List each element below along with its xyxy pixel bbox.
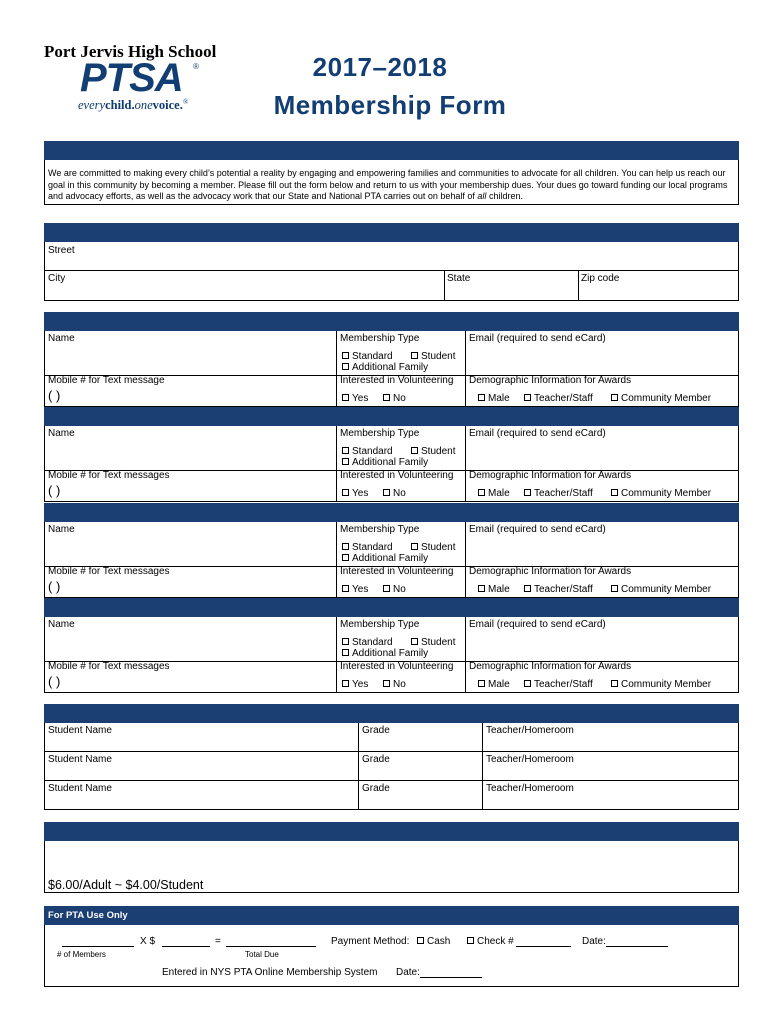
membership-type-label: Membership Type [340,524,420,535]
male-checkbox[interactable] [478,679,510,690]
standard-checkbox[interactable] [342,637,393,648]
standard-checkbox-box[interactable] [342,638,349,645]
student-grade-field[interactable]: Grade [362,783,390,794]
member-mobile-field[interactable]: ( ) [48,483,61,498]
student-label: Student [421,351,456,362]
male-label: Male [488,679,510,690]
member-block [44,426,739,502]
member-mobile-field[interactable]: ( ) [48,388,61,403]
member-vline-2 [465,426,466,501]
check-label: Check # [477,936,514,947]
male-checkbox-box[interactable] [478,394,485,401]
teacher-staff-checkbox-box[interactable] [524,489,531,496]
student-name-field[interactable]: Student Name [48,725,112,736]
male-checkbox-box[interactable] [478,680,485,687]
member-name-field[interactable]: Name [48,524,75,535]
tagline-one: one [134,98,153,113]
teacher-staff-checkbox[interactable] [524,584,593,595]
student-teacher-field[interactable]: Teacher/Homeroom [486,725,574,736]
dollar-amount-line[interactable] [162,936,210,947]
address-section [44,242,739,301]
demographic-label: Demographic Information for Awards [469,375,632,386]
member-email-field[interactable]: Email (required to send eCard) [469,619,606,630]
address-header-bar [44,223,739,242]
volunteer-no-checkbox[interactable] [383,584,406,595]
pta-use-section [44,925,739,987]
volunteer-no-checkbox-box[interactable] [383,585,390,592]
member-mobile-field[interactable]: ( ) [48,579,61,594]
ptsa-reg-mark: ® [193,62,199,71]
volunteer-yes-checkbox[interactable] [342,393,368,404]
equals-sign: = [215,936,221,947]
teacher-staff-checkbox-box[interactable] [524,394,531,401]
entered-date-field[interactable] [396,967,482,978]
volunteer-no-checkbox-box[interactable] [383,489,390,496]
volunteer-no-checkbox[interactable] [383,393,406,404]
student-label: Student [421,637,456,648]
volunteer-yes-checkbox-box[interactable] [342,585,349,592]
male-label: Male [488,584,510,595]
member-mobile-label: Mobile # for Text messages [48,566,170,577]
volunteering-label: Interested in Volunteering [340,470,454,481]
student-teacher-field[interactable]: Teacher/Homeroom [486,783,574,794]
additional-family-checkbox-box[interactable] [342,554,349,561]
male-checkbox-box[interactable] [478,585,485,592]
teacher-staff-checkbox-box[interactable] [524,680,531,687]
teacher-staff-checkbox[interactable] [524,679,593,690]
additional-family-checkbox-box[interactable] [342,458,349,465]
standard-checkbox[interactable] [342,351,393,362]
member-vline-1 [336,331,337,406]
additional-family-checkbox[interactable] [342,648,428,659]
intro-text [44,160,739,205]
teacher-staff-label: Teacher/Staff [534,679,593,690]
ptsa-logo-text: PTSA [80,56,183,100]
students-section [44,723,739,810]
male-label: Male [488,488,510,499]
member-header-bar [44,407,739,426]
standard-label: Standard [352,542,393,553]
member-mobile-label: Mobile # for Text messages [48,470,170,481]
cash-label: Cash [427,936,451,947]
member-vline-2 [465,617,466,692]
volunteer-no-label: No [393,488,406,499]
additional-family-checkbox-box[interactable] [342,363,349,370]
student-checkbox-box[interactable] [411,638,418,645]
volunteer-yes-checkbox-box[interactable] [342,680,349,687]
teacher-staff-checkbox[interactable] [524,393,593,404]
tagline-child: child. [105,98,135,113]
student-grade-field[interactable]: Grade [362,754,390,765]
entered-in-system-label: Entered in NYS PTA Online Membership System [162,967,378,978]
member-header-bar [44,503,739,522]
student-name-field[interactable]: Student Name [48,754,112,765]
cash-checkbox[interactable] [417,936,450,947]
community-member-checkbox[interactable] [611,488,711,499]
check-checkbox-box[interactable] [467,937,474,944]
male-checkbox[interactable] [478,584,510,595]
volunteer-yes-label: Yes [352,393,369,404]
address-divider [45,270,738,271]
pta-date-label: Date: [582,936,606,947]
volunteer-yes-checkbox-box[interactable] [342,394,349,401]
additional-family-checkbox[interactable] [342,362,428,373]
pta-date-field[interactable] [582,936,668,947]
check-checkbox[interactable] [467,936,571,947]
num-members-line[interactable] [62,936,134,947]
intro-text-main: We are committed to making every child’s potential a reality by engaging and empowering families and communities to advocate for all children. You can help us reach our goal in this community by becoming a member. Please fill out the form below and return to us with your membership dues. Your dues go toward funding our local programs and advocacy efforts, as well as the advocacy work that our State and National PTA carries out on behalf of [48,168,728,201]
volunteer-no-label: No [393,679,406,690]
member-header-bar [44,312,739,331]
pta-use-title: For PTA Use Only [48,910,128,921]
community-member-checkbox-box[interactable] [611,394,618,401]
cash-checkbox-box[interactable] [417,937,424,944]
volunteering-label: Interested in Volunteering [340,661,454,672]
community-member-label: Community Member [621,679,712,690]
volunteer-no-checkbox-box[interactable] [383,680,390,687]
additional-family-checkbox[interactable] [342,553,428,564]
membership-type-label: Membership Type [340,428,420,439]
community-member-checkbox[interactable] [611,584,711,595]
students-header-bar [44,704,739,723]
demographic-label: Demographic Information for Awards [469,470,632,481]
standard-checkbox-box[interactable] [342,543,349,550]
community-member-checkbox-box[interactable] [611,680,618,687]
male-label: Male [488,393,510,404]
standard-label: Standard [352,446,393,457]
students-divider-2 [45,780,738,781]
volunteer-yes-checkbox[interactable] [342,679,368,690]
volunteer-yes-label: Yes [352,584,369,595]
volunteer-yes-label: Yes [352,488,369,499]
member-email-field[interactable]: Email (required to send eCard) [469,524,606,535]
member-vline-1 [336,426,337,501]
volunteer-no-label: No [393,584,406,595]
entered-date-label: Date: [396,967,420,978]
additional-family-label: Additional Family [352,457,429,468]
ptsa-tagline [78,98,188,113]
zip-field[interactable]: Zip code [581,273,620,284]
member-vline-1 [336,522,337,597]
city-field[interactable]: City [48,273,66,284]
form-title: Membership Form [273,90,507,120]
member-vline-2 [465,522,466,597]
community-member-checkbox-box[interactable] [611,585,618,592]
street-field[interactable]: Street [48,245,75,256]
intro-text-emphasis: all [477,191,487,201]
student-grade-field[interactable]: Grade [362,725,390,736]
community-member-checkbox-box[interactable] [611,489,618,496]
intro-text-end: children. [486,191,523,201]
student-name-field[interactable]: Student Name [48,783,112,794]
teacher-staff-checkbox-box[interactable] [524,585,531,592]
member-name-field[interactable]: Name [48,428,75,439]
tagline-reg: ® [182,98,189,106]
additional-family-checkbox[interactable] [342,457,428,468]
demographic-label: Demographic Information for Awards [469,566,632,577]
standard-checkbox-box[interactable] [342,352,349,359]
additional-family-checkbox-box[interactable] [342,649,349,656]
member-block [44,617,739,693]
male-checkbox[interactable] [478,488,510,499]
member-mobile-label: Mobile # for Text message [48,375,165,386]
intro-header-bar [44,141,739,160]
standard-checkbox[interactable] [342,446,393,457]
student-checkbox-box[interactable] [411,543,418,550]
standard-checkbox-box[interactable] [342,447,349,454]
community-member-checkbox[interactable] [611,679,711,690]
community-member-label: Community Member [621,393,712,404]
teacher-staff-label: Teacher/Staff [534,584,593,595]
pta-use-header-bar [44,906,739,925]
num-members-label: # of Members [57,950,106,959]
volunteer-no-checkbox[interactable] [383,488,406,499]
member-block [44,331,739,407]
member-vline-2 [465,331,466,406]
volunteer-yes-checkbox[interactable] [342,488,368,499]
demographic-label: Demographic Information for Awards [469,661,632,672]
dues-section [44,841,739,893]
total-due-line[interactable] [226,936,316,947]
teacher-staff-label: Teacher/Staff [534,488,593,499]
address-vline-2 [578,270,579,300]
member-vline-1 [336,617,337,692]
total-due-label: Total Due [245,950,279,959]
volunteer-yes-checkbox-box[interactable] [342,489,349,496]
volunteer-no-checkbox[interactable] [383,679,406,690]
membership-type-label: Membership Type [340,333,420,344]
state-field[interactable]: State [447,273,471,284]
standard-label: Standard [352,637,393,648]
member-email-field[interactable]: Email (required to send eCard) [469,428,606,439]
volunteer-yes-label: Yes [352,679,369,690]
students-divider-1 [45,751,738,752]
students-vline-2 [482,723,483,809]
membership-type-label: Membership Type [340,619,420,630]
form-year: 2017–2018 [312,52,448,82]
students-vline-1 [358,723,359,809]
x-dollar-label: X $ [140,936,156,947]
additional-family-label: Additional Family [352,648,429,659]
male-checkbox-box[interactable] [478,489,485,496]
community-member-label: Community Member [621,488,712,499]
standard-label: Standard [352,351,393,362]
student-checkbox[interactable] [411,446,455,457]
dues-header-bar [44,822,739,841]
male-checkbox[interactable] [478,393,510,404]
standard-checkbox[interactable] [342,542,393,553]
volunteering-label: Interested in Volunteering [340,566,454,577]
student-checkbox[interactable] [411,542,455,553]
student-teacher-field[interactable]: Teacher/Homeroom [486,754,574,765]
volunteering-label: Interested in Volunteering [340,375,454,386]
member-block [44,522,739,598]
volunteer-no-label: No [393,393,406,404]
member-name-field[interactable]: Name [48,333,75,344]
student-label: Student [421,446,456,457]
member-header-bar [44,598,739,617]
student-checkbox-box[interactable] [411,447,418,454]
additional-family-label: Additional Family [352,362,429,373]
payment-method-label: Payment Method: [331,936,410,947]
community-member-checkbox[interactable] [611,393,711,404]
member-mobile-field[interactable]: ( ) [48,674,61,689]
school-name: Port Jervis High School [44,42,217,61]
volunteer-no-checkbox-box[interactable] [383,394,390,401]
student-label: Student [421,542,456,553]
student-checkbox[interactable] [411,637,455,648]
student-checkbox[interactable] [411,351,455,362]
volunteer-yes-checkbox[interactable] [342,584,368,595]
tagline-voice: voice. [152,98,183,113]
address-vline-1 [444,270,445,300]
community-member-label: Community Member [621,584,712,595]
dues-price: $6.00/Adult ~ $4.00/Student [48,878,204,892]
additional-family-label: Additional Family [352,553,429,564]
student-checkbox-box[interactable] [411,352,418,359]
member-name-field[interactable]: Name [48,619,75,630]
member-mobile-label: Mobile # for Text messages [48,661,170,672]
teacher-staff-label: Teacher/Staff [534,393,593,404]
tagline-every: every [78,98,106,113]
teacher-staff-checkbox[interactable] [524,488,593,499]
member-email-field[interactable]: Email (required to send eCard) [469,333,606,344]
